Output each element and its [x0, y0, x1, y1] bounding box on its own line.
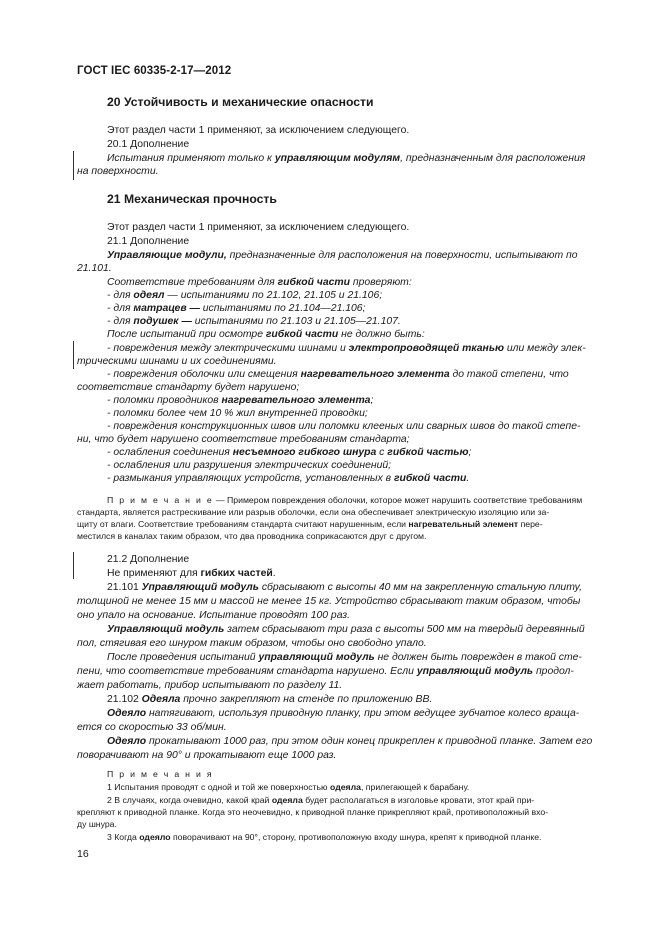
- list-item: - ослабления соединения несъемного гибкого шнура с гибкой частью;: [107, 447, 472, 458]
- paragraph-20-1-cont: на поверхности.: [77, 166, 159, 177]
- paragraph-21-102: 21.102 Одеяла прочно закрепляют на стенде по приложению ВВ.: [107, 694, 433, 705]
- list-item: - размыкания управляющих устройств, установленных в гибкой части.: [107, 473, 470, 484]
- document-header: ГОСТ IEC 60335-2-17—2012: [77, 65, 232, 77]
- section-21-2-heading: 21.2 Дополнение: [107, 554, 190, 565]
- paragraph-module-2: После проведения испытаний управляющий модуль не должен быть поврежден в такой сте-: [107, 652, 582, 663]
- change-bar: [73, 151, 74, 180]
- note-line: 2 В случаях, когда очевидно, какой край одеяла будет располагаться в изголовье кровати, этот край при-: [107, 795, 535, 805]
- section-21-title: 21 Механическая прочность: [107, 192, 277, 206]
- paragraph-module-2-cont: жает работать, прибор испытывают по разделу 11.: [77, 680, 343, 691]
- paragraph-module-cont: пол, стягивая его шнуром таким образом, чтобы оно свободно упало.: [77, 638, 427, 649]
- paragraph-21-101-cont: оно упало на основание. Испытание проводят 100 раз.: [77, 610, 350, 621]
- section-20-intro: Этот раздел части 1 применяют, за исключением следующего.: [107, 125, 410, 136]
- list-item: - для подушек — испытаниями по 21.103 и 21.105—21.107.: [107, 316, 401, 327]
- paragraph-blanket: Одеяло натягивают, используя приводную планку, при этом ведущее зубчатое колесо враща-: [107, 708, 580, 719]
- list-item-cont: трическими шинами и их соединениями.: [77, 356, 277, 367]
- paragraph-blanket-cont: ется со скоростью 33 об/мин.: [77, 722, 227, 733]
- note-line: 1 Испытания проводят с одной и той же поверхностью одеяла, прилегающей к барабану.: [107, 782, 470, 792]
- paragraph-20-1: Испытания применяют только к управляющим модулям, предназначенным для расположения: [107, 153, 586, 164]
- change-bar: [73, 341, 74, 369]
- section-20-1-heading: 20.1 Дополнение: [107, 139, 190, 150]
- list-item: - для одеял — испытаниями по 21.102, 21.105 и 21.106;: [107, 290, 383, 301]
- note-line: крепляют к приводной планке. Когда это неочевидно, к приводной планке прикрепляют край, противоположный вхо-: [77, 807, 549, 817]
- paragraph-module: Управляющий модуль затем сбрасывают три раза с высоты 500 мм на твердый деревянный: [107, 624, 585, 635]
- list-item: - ослабления или разрушения электрических соединений;: [107, 460, 392, 471]
- note-line: местился в каналах таким образом, что два проводника соприкасаются друг с другом.: [77, 531, 427, 541]
- paragraph-blanket-2-cont: поворачивают на 90° и прокатывают еще 1000 раз.: [77, 750, 337, 761]
- list-item: - для матрацев — испытаниями по 21.104—21.106;: [107, 303, 366, 314]
- paragraph-21-1: Управляющие модули, предназначенные для расположения на поверхности, испытывают по: [107, 250, 578, 261]
- page-number: 16: [77, 848, 89, 860]
- list-item: - поломки более чем 10 % жил внутренней проводки;: [107, 408, 368, 419]
- notes-label: П р и м е ч а н и я: [107, 769, 214, 779]
- list-item: - повреждения между электрическими шинами и электропроводящей тканью или между элек-: [107, 343, 586, 354]
- note-line: ду шнура.: [77, 819, 117, 829]
- note-line: П р и м е ч а н и е — Примером повреждения оболочки, которое может нарушить соответствие требованиям: [107, 495, 583, 505]
- list-item: - повреждения конструкционных швов или поломки клееных или сварных швов до такой степе-: [107, 421, 581, 432]
- note-line: 3 Когда одеяло поворачивают на 90°, сторону, противоположную входу шнура, крепят к приводной планке.: [107, 832, 542, 842]
- section-20-title: 20 Устойчивость и механические опасности: [107, 95, 374, 109]
- list-item-cont: соответствие стандарту будет нарушено;: [77, 382, 300, 393]
- section-21-1-heading: 21.1 Дополнение: [107, 236, 190, 247]
- paragraph-21-101: 21.101 Управляющий модуль сбрасывают с высоты 40 мм на закрепленную стальную плиту,: [107, 582, 583, 593]
- paragraph-module-2-cont: пени, что соответствие требованиям стандарта нарушено. Если управляющий модуль продол-: [77, 666, 574, 677]
- paragraph-21-101-cont: толщиной не менее 15 мм и массой не менее 15 кг. Устройство сбрасывают таким образом, чтобы: [77, 596, 581, 607]
- change-bar: [73, 552, 74, 579]
- compliance-line: Соответствие требованиям для гибкой части проверяют:: [107, 277, 412, 288]
- list-item: - повреждения оболочки или смещения нагревательного элемента до такой степени, что: [107, 369, 569, 380]
- inspection-line: После испытаний при осмотре гибкой части не должно быть:: [107, 329, 425, 340]
- section-21-intro: Этот раздел части 1 применяют, за исключением следующего.: [107, 222, 410, 233]
- list-item-cont: ни, что будет нарушено соответствие требованиям стандарта;: [77, 434, 410, 445]
- note-line: стандарта, является растрескивание или разрыв оболочки, если она обеспечивает электрическую изоляцию или за-: [77, 507, 550, 517]
- paragraph-21-1-cont: 21.101.: [77, 263, 112, 274]
- note-line: щиту от влаги. Соответствие требованиям стандарта считают нарушенным, если нагревательный элемент пере-: [77, 519, 543, 529]
- list-item: - поломки проводников нагревательного элемента;: [107, 395, 374, 406]
- paragraph-blanket-2: Одеяло прокатывают 1000 раз, при этом один конец прикреплен к приводной планке. Затем его: [107, 736, 593, 747]
- paragraph-21-2: Не применяют для гибких частей.: [107, 568, 276, 579]
